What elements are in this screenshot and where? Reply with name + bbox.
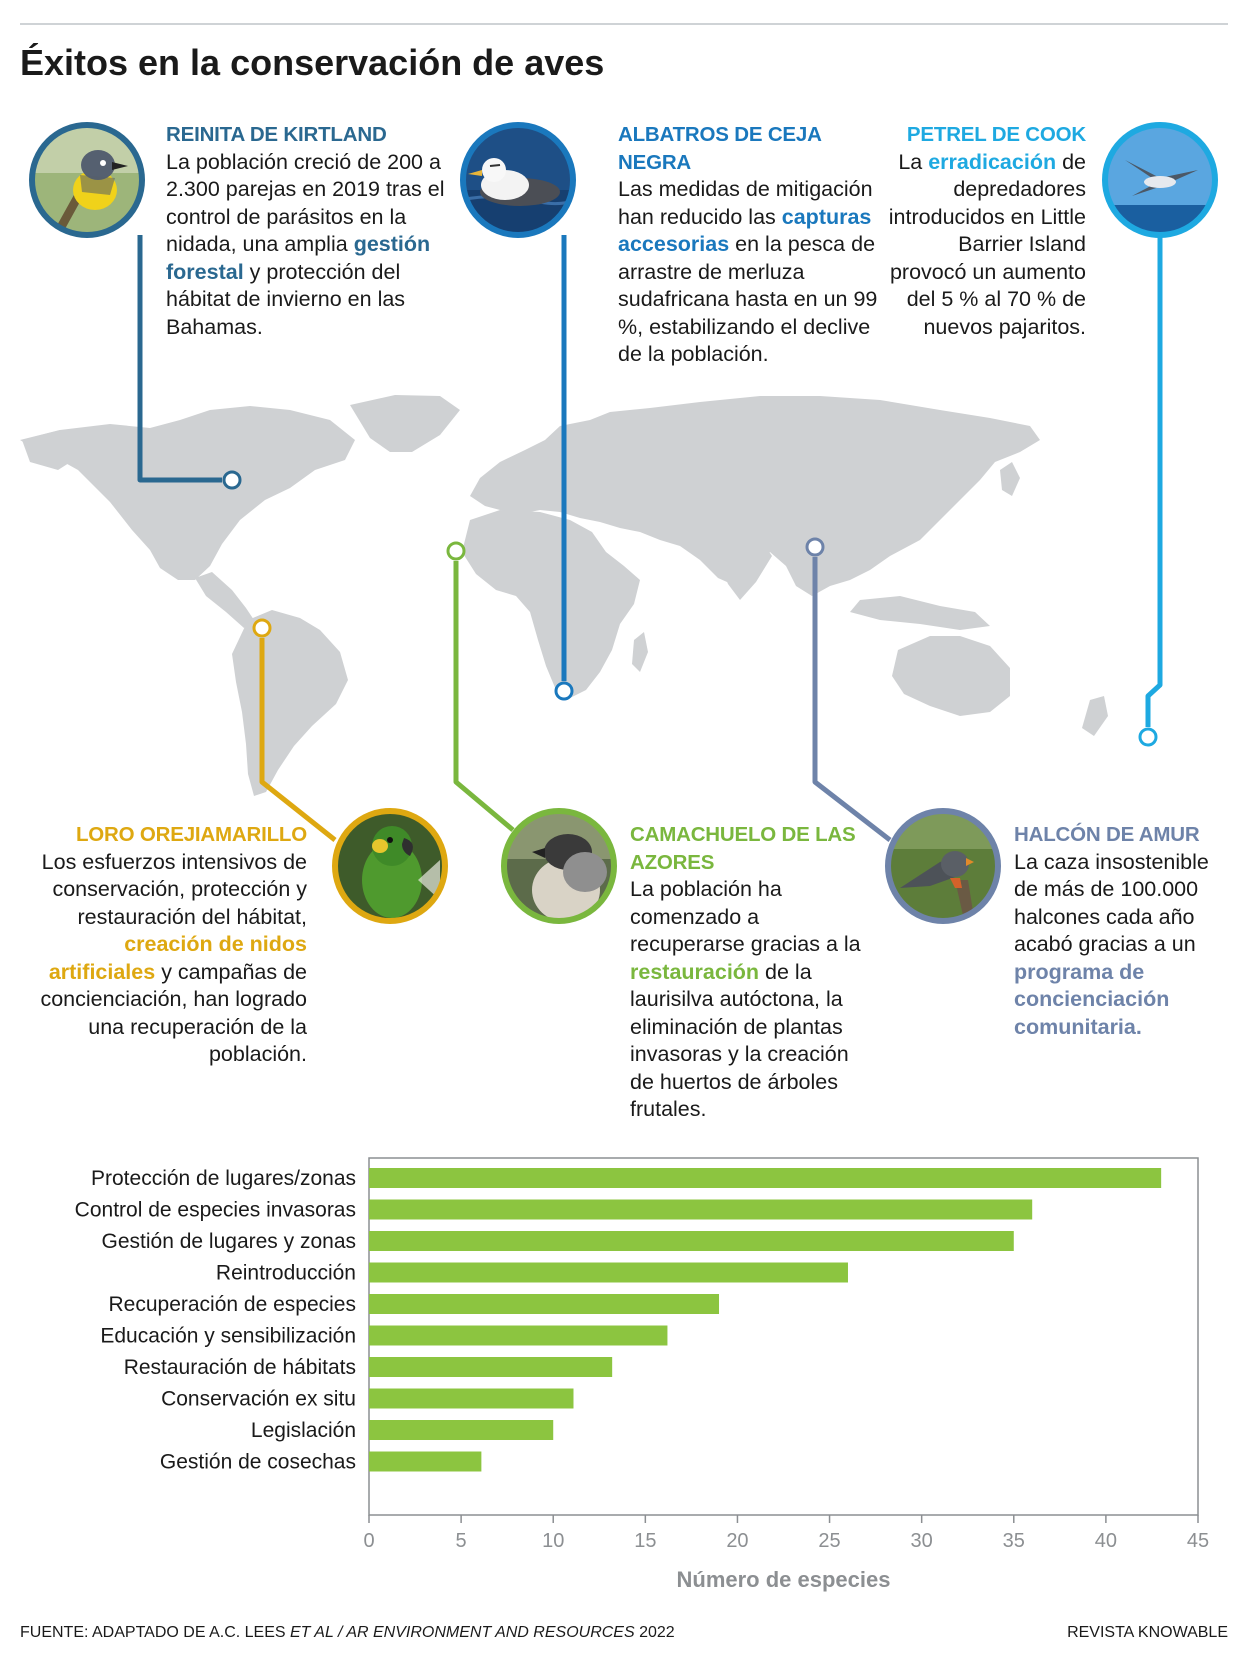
kirtland-heading: REINITA DE KIRTLAND xyxy=(166,123,387,146)
petrel-card xyxy=(880,121,1086,341)
category-label: Restauración de hábitats xyxy=(123,1356,356,1379)
central-america xyxy=(195,572,254,628)
loro-text-2: y campañas de concienciación, han logrado una recuperación de la población. xyxy=(40,959,307,1066)
page-title: Éxitos en la conservación de aves xyxy=(20,42,605,83)
bar xyxy=(369,1294,719,1314)
petrel-highlight: erradicación xyxy=(928,149,1057,174)
camachuelo-card xyxy=(630,821,870,1124)
camachuelo-text-2: de la laurisilva autóctona, la eliminación de plantas invasoras y la creación de huertos de árboles frutales. xyxy=(630,959,849,1121)
x-tick-label: 30 xyxy=(910,1530,933,1552)
petrel-location-marker xyxy=(1140,729,1156,745)
kirtland-location-marker xyxy=(224,472,240,488)
petrel-connector xyxy=(1148,235,1160,727)
australia xyxy=(892,636,1010,716)
loro-text: Los esfuerzos intensivos de conservación, protección y restauración del hábitat, xyxy=(41,849,307,929)
bar xyxy=(369,1200,1032,1220)
bar xyxy=(369,1231,1014,1251)
kirtland-warbler-photo xyxy=(30,123,145,238)
petrel-heading: PETREL DE COOK xyxy=(906,123,1086,146)
x-tick-label: 25 xyxy=(818,1530,841,1552)
category-label: Conservación ex situ xyxy=(161,1387,356,1411)
kirtland-highlight: gestión forestal xyxy=(166,232,431,284)
bar xyxy=(369,1357,612,1377)
camachuelo-highlight: restauración xyxy=(630,959,760,984)
category-label: Gestión de lugares y zonas xyxy=(101,1230,356,1253)
bar xyxy=(369,1263,848,1283)
albatros-text-2: en la pesca de arrastre de merluza sudafricana hasta en un 99 %, estabilizando el declive de la población. xyxy=(618,232,878,366)
madagascar xyxy=(632,632,648,672)
category-label: Protección de lugares/zonas xyxy=(91,1167,356,1190)
x-tick-label: 5 xyxy=(455,1530,467,1552)
bar xyxy=(369,1326,667,1346)
category-label: Educación y sensibilización xyxy=(100,1324,356,1348)
x-tick-label: 0 xyxy=(363,1530,375,1552)
x-tick-label: 10 xyxy=(542,1530,565,1552)
x-tick-label: 15 xyxy=(634,1530,657,1552)
loro-highlight: creación de nidos artificiales xyxy=(48,932,307,984)
source-prefix: FUENTE: ADAPTADO DE A.C. LEES xyxy=(20,1624,286,1641)
category-label: Control de especies invasoras xyxy=(74,1198,356,1222)
x-tick-label: 20 xyxy=(726,1530,749,1552)
albatros-text: Las medidas de mitigación han reducido las xyxy=(618,177,873,229)
halcon-highlight: programa de concienciación comunitaria. xyxy=(1014,959,1170,1039)
camachuelo-heading: CAMACHUELO DE LAS AZORES xyxy=(630,823,856,874)
petrel-text-2: de depredadores introducidos en Little Barrier Island provocó un aumento del 5 % al 70 % de nuevos pajaritos. xyxy=(888,149,1086,339)
bar xyxy=(369,1168,1161,1188)
albatros-heading: ALBATROS DE CEJA NEGRA xyxy=(618,123,821,174)
parrot-photo xyxy=(333,809,448,924)
category-label: Gestión de cosechas xyxy=(159,1450,356,1474)
africa xyxy=(462,510,640,698)
category-label: Recuperación de especies xyxy=(108,1293,356,1316)
albatross-photo xyxy=(460,123,575,240)
source-authors: ET AL / AR ENVIRONMENT AND RESOURCES xyxy=(290,1624,635,1641)
south-america xyxy=(232,610,348,796)
bar xyxy=(369,1389,573,1409)
halcon-heading: HALCÓN DE AMUR xyxy=(1014,823,1200,846)
x-axis-label: Número de especies xyxy=(676,1567,891,1592)
loro-heading: LORO OREJIAMARILLO xyxy=(75,823,307,846)
bullfinch-photo xyxy=(502,809,617,924)
halcon-location-marker xyxy=(807,539,823,555)
kirtland-text-2: y protección del hábitat de invierno en las Bahamas. xyxy=(166,259,406,339)
kirtland-text: La población creció de 200 a 2.300 parejas en 2019 tras el control de parásitos en la nidada, una amplia xyxy=(166,149,445,256)
x-tick-label: 45 xyxy=(1186,1530,1210,1552)
source-year: 2022 xyxy=(639,1624,675,1641)
petrel-photo xyxy=(1102,123,1217,240)
source-note xyxy=(20,1624,675,1642)
loro-card xyxy=(30,821,307,1069)
north-america xyxy=(20,406,355,580)
camachuelo-location-marker xyxy=(448,543,464,559)
x-tick-label: 35 xyxy=(1002,1530,1025,1552)
x-tick-label: 40 xyxy=(1094,1530,1118,1552)
falcon-photo xyxy=(886,809,1001,924)
loro-location-marker xyxy=(254,620,270,636)
albatros-card xyxy=(618,121,880,369)
bar-chart xyxy=(0,1140,1250,1600)
petrel-text: La xyxy=(898,149,923,174)
category-label: Legislación xyxy=(250,1419,356,1442)
kirtland-card xyxy=(166,121,446,341)
southeast-asia-islands xyxy=(850,596,990,630)
credit: REVISTA KNOWABLE xyxy=(1067,1624,1228,1641)
halcon-card xyxy=(1014,821,1226,1041)
new-zealand xyxy=(1082,696,1108,736)
bar xyxy=(369,1420,553,1440)
india xyxy=(718,538,772,600)
camachuelo-text: La población ha comenzado a recuperarse gracias a la xyxy=(630,877,861,956)
greenland xyxy=(350,395,460,452)
bar xyxy=(369,1452,481,1472)
halcon-text: La caza insostenible de más de 100.000 halcones cada año acabó gracias a un xyxy=(1014,849,1209,956)
category-label: Reintroducción xyxy=(215,1261,356,1285)
albatros-location-marker xyxy=(556,683,572,699)
albatros-highlight: capturas accesorias xyxy=(618,204,872,256)
japan xyxy=(1000,462,1020,496)
camachuelo-connector xyxy=(456,561,513,830)
